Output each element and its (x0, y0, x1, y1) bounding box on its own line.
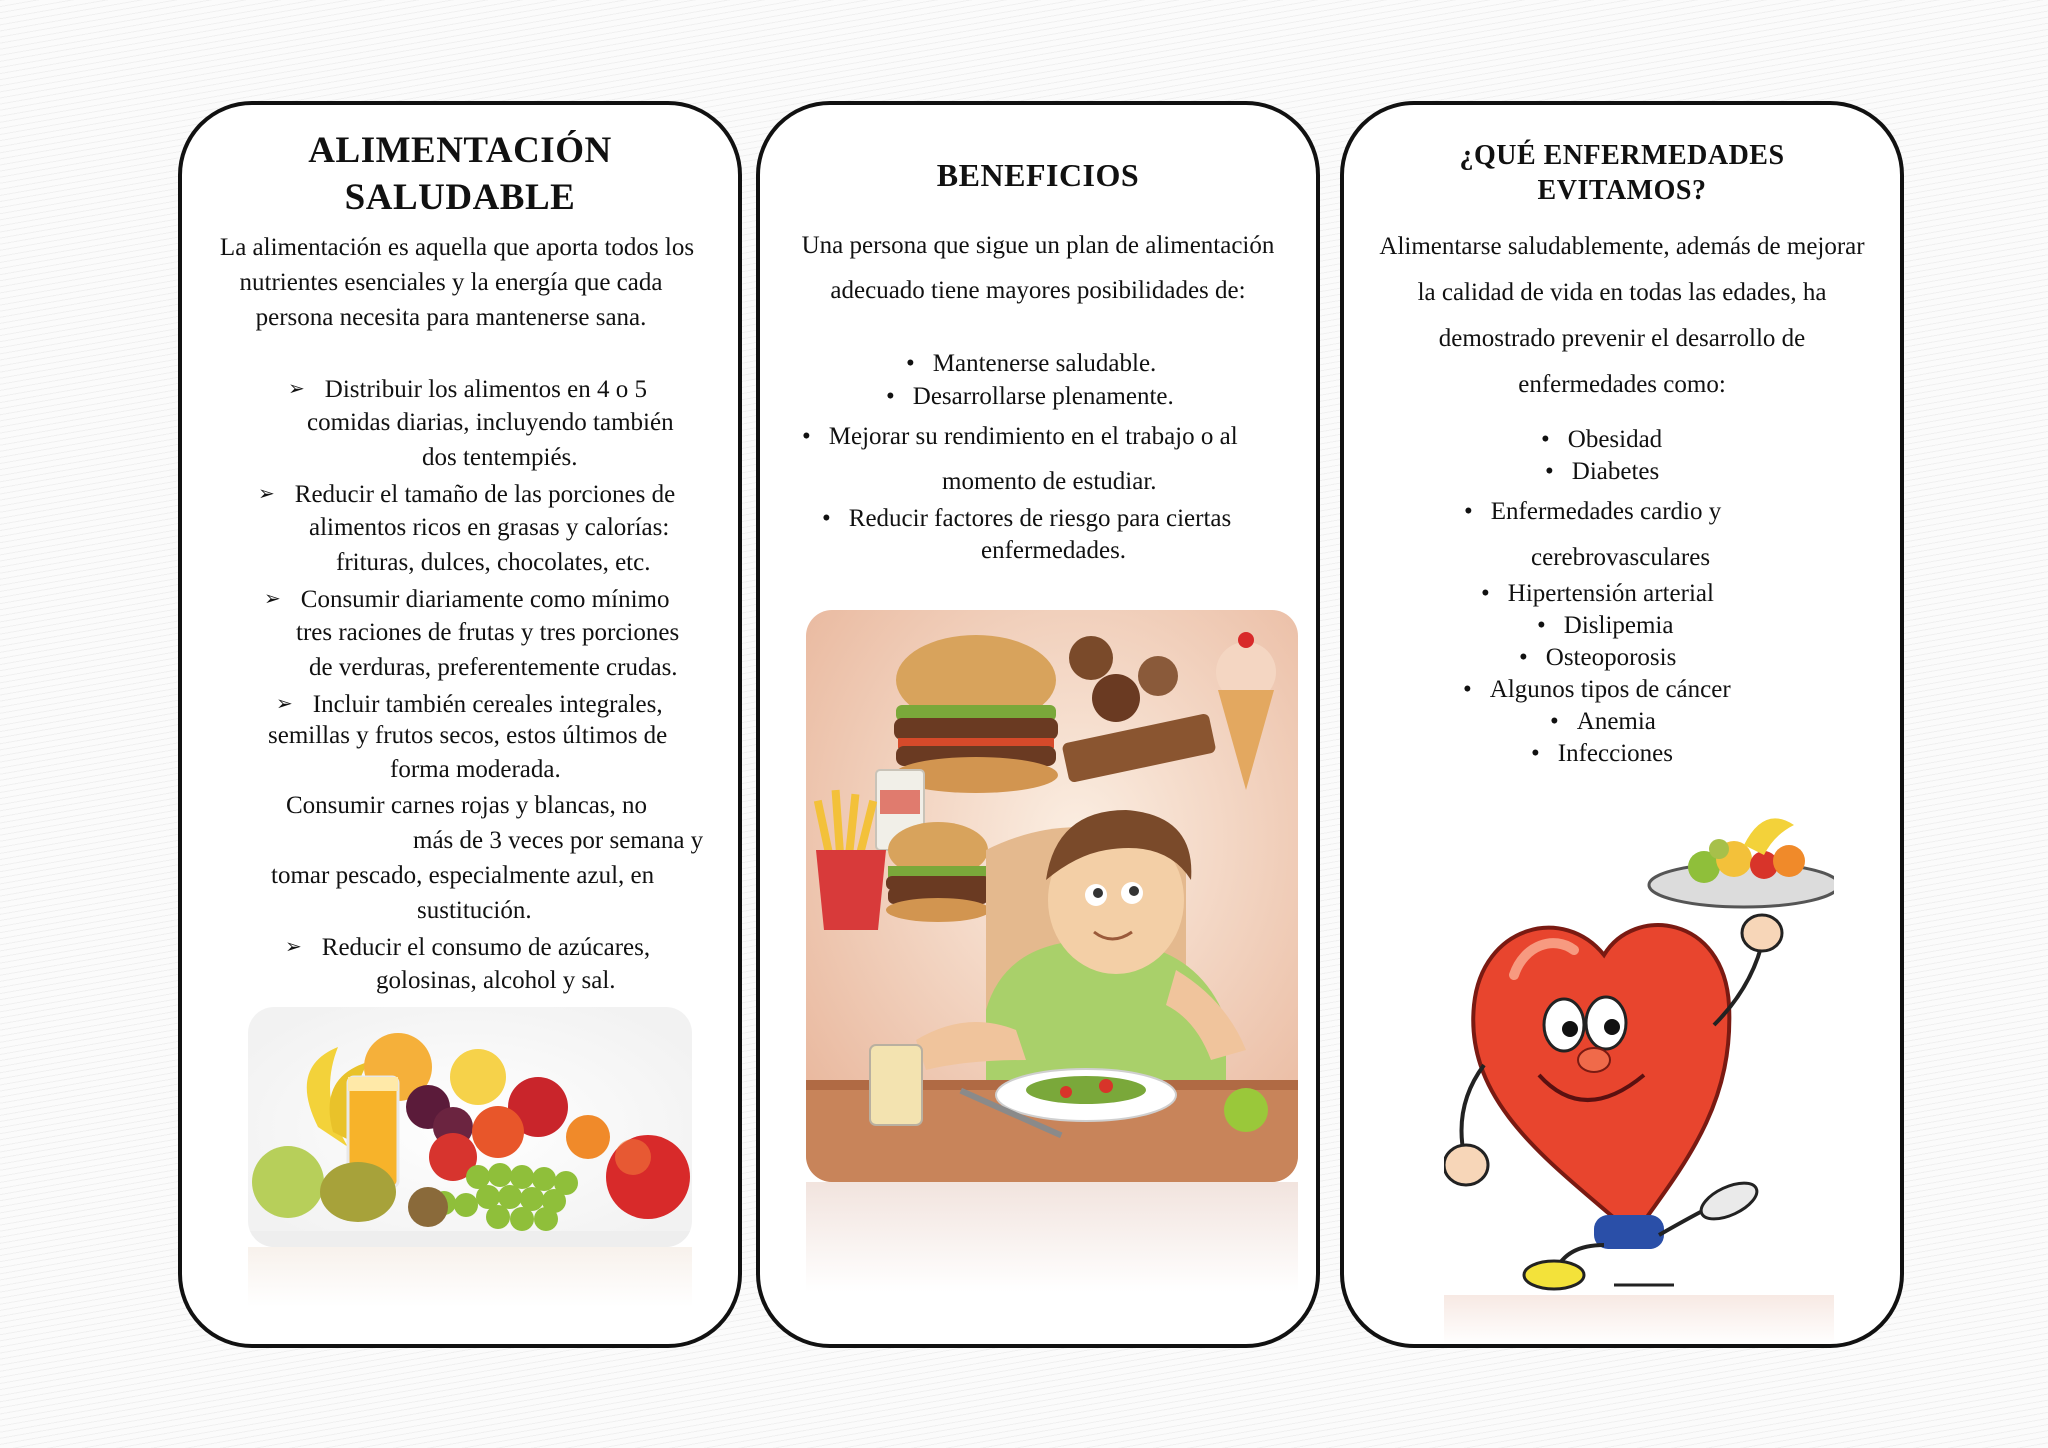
tip-item: ➢ Reducir el consumo de azúcares, (285, 931, 650, 963)
tip-item: ➢ Reducir el tamaño de las porciones de (258, 478, 675, 510)
intro-line: La alimentación es aquella que aporta todos los (219, 234, 695, 261)
fruit-bowl-icon (248, 1007, 692, 1247)
bullet-icon: • (1545, 458, 1554, 485)
panel-benefits (756, 101, 1320, 1348)
tip-line: más de 3 veces por semana y (413, 827, 704, 854)
benefit-item: • Mejorar su rendimiento en el trabajo o al (802, 423, 1238, 450)
disease-item: • Diabetes (1545, 458, 1660, 485)
boy-illustration-reflection (806, 1182, 1298, 1292)
bullet-icon: • (1463, 676, 1472, 703)
tip-line: forma moderada. (390, 756, 561, 783)
intro-line: nutrientes esenciales y la energía que cada (239, 269, 663, 296)
bullet-icon: • (1531, 740, 1540, 767)
tip-line: comidas diarias, incluyendo también (307, 409, 674, 436)
disease-item: • Infecciones (1531, 740, 1673, 767)
arrow-bullet-icon: ➢ (285, 934, 302, 958)
disease-item: • Hipertensión arterial (1481, 580, 1714, 607)
boy-food-illustration (806, 610, 1298, 1182)
disease-item: • Osteoporosis (1519, 644, 1677, 671)
bullet-icon: • (1481, 580, 1490, 607)
intro-line: la calidad de vida en todas las edades, ha (1417, 279, 1827, 306)
tip-line: frituras, dulces, chocolates, etc. (336, 549, 651, 576)
arrow-bullet-icon: ➢ (276, 691, 293, 715)
bullet-icon: • (1550, 708, 1559, 735)
disease-item: • Enfermedades cardio y (1464, 498, 1722, 525)
disease-item: • Algunos tipos de cáncer (1463, 676, 1731, 703)
heart-character-illustration (1444, 805, 1834, 1295)
tip-line: alimentos ricos en grasas y calorías: (309, 514, 670, 541)
heart-illustration-reflection (1444, 1295, 1834, 1345)
tip-line: de verduras, preferentemente crudas. (309, 654, 678, 681)
benefit-item: • Mantenerse saludable. (906, 350, 1157, 377)
bullet-icon: • (822, 505, 831, 532)
fruit-reflection (248, 1247, 692, 1307)
arrow-bullet-icon: ➢ (264, 586, 281, 610)
benefit-item: • Desarrollarse plenamente. (886, 383, 1174, 410)
fruit-illustration (248, 1007, 692, 1247)
arrow-bullet-icon: ➢ (258, 481, 275, 505)
bullet-icon: • (1537, 612, 1546, 639)
tip-line: semillas y frutos secos, estos últimos de (268, 722, 668, 749)
tip-line: dos tentempiés. (422, 444, 578, 471)
disease-item: • Dislipemia (1537, 612, 1674, 639)
tip-line: tomar pescado, especialmente azul, en (271, 862, 655, 889)
tip-item: ➢ Incluir también cereales integrales, (276, 688, 663, 720)
intro-line: enfermedades como: (1518, 371, 1726, 398)
arrow-bullet-icon: ➢ (288, 376, 305, 400)
tip-line: sustitución. (417, 897, 532, 924)
heart-with-food-tray-icon (1444, 805, 1834, 1295)
bullet-icon: • (1464, 498, 1473, 525)
tip-line: Consumir carnes rojas y blancas, no (286, 792, 648, 819)
bullet-icon: • (906, 350, 915, 377)
disease-item: • Obesidad (1541, 426, 1663, 453)
intro-line: demostrado prevenir el desarrollo de (1438, 325, 1806, 352)
bullet-icon: • (802, 423, 811, 450)
intro-line: persona necesita para mantenerse sana. (255, 304, 647, 331)
panel-title: BENEFICIOS (936, 157, 1140, 193)
bullet-icon: • (1519, 644, 1528, 671)
tip-line: tres raciones de frutas y tres porciones (296, 619, 680, 646)
panel-diseases (1340, 101, 1904, 1348)
panel-healthy-eating (178, 101, 742, 1348)
tip-item: ➢ Distribuir los alimentos en 4 o 5 (288, 373, 647, 405)
intro-line: Alimentarse saludablemente, además de mejorar (1379, 233, 1865, 260)
panel-title: ¿QUÉ ENFERMEDADES EVITAMOS? (1459, 140, 1785, 206)
bullet-icon: • (1541, 426, 1550, 453)
benefit-line: enfermedades. (981, 537, 1127, 564)
intro-line: adecuado tiene mayores posibilidades de: (830, 277, 1246, 304)
tip-line: golosinas, alcohol y sal. (376, 967, 616, 994)
benefit-line: momento de estudiar. (942, 468, 1157, 495)
disease-item: • Anemia (1550, 708, 1656, 735)
benefit-item: • Reducir factores de riesgo para ciertas (822, 505, 1232, 532)
panel-title: ALIMENTACIÓN SALUDABLE (308, 130, 612, 218)
intro-line: Una persona que sigue un plan de alimentación (801, 232, 1275, 259)
bullet-icon: • (886, 383, 895, 410)
boy-with-junk-food-icon (806, 610, 1298, 1182)
disease-line: cerebrovasculares (1531, 544, 1711, 571)
tip-item: ➢ Consumir diariamente como mínimo (264, 583, 669, 615)
